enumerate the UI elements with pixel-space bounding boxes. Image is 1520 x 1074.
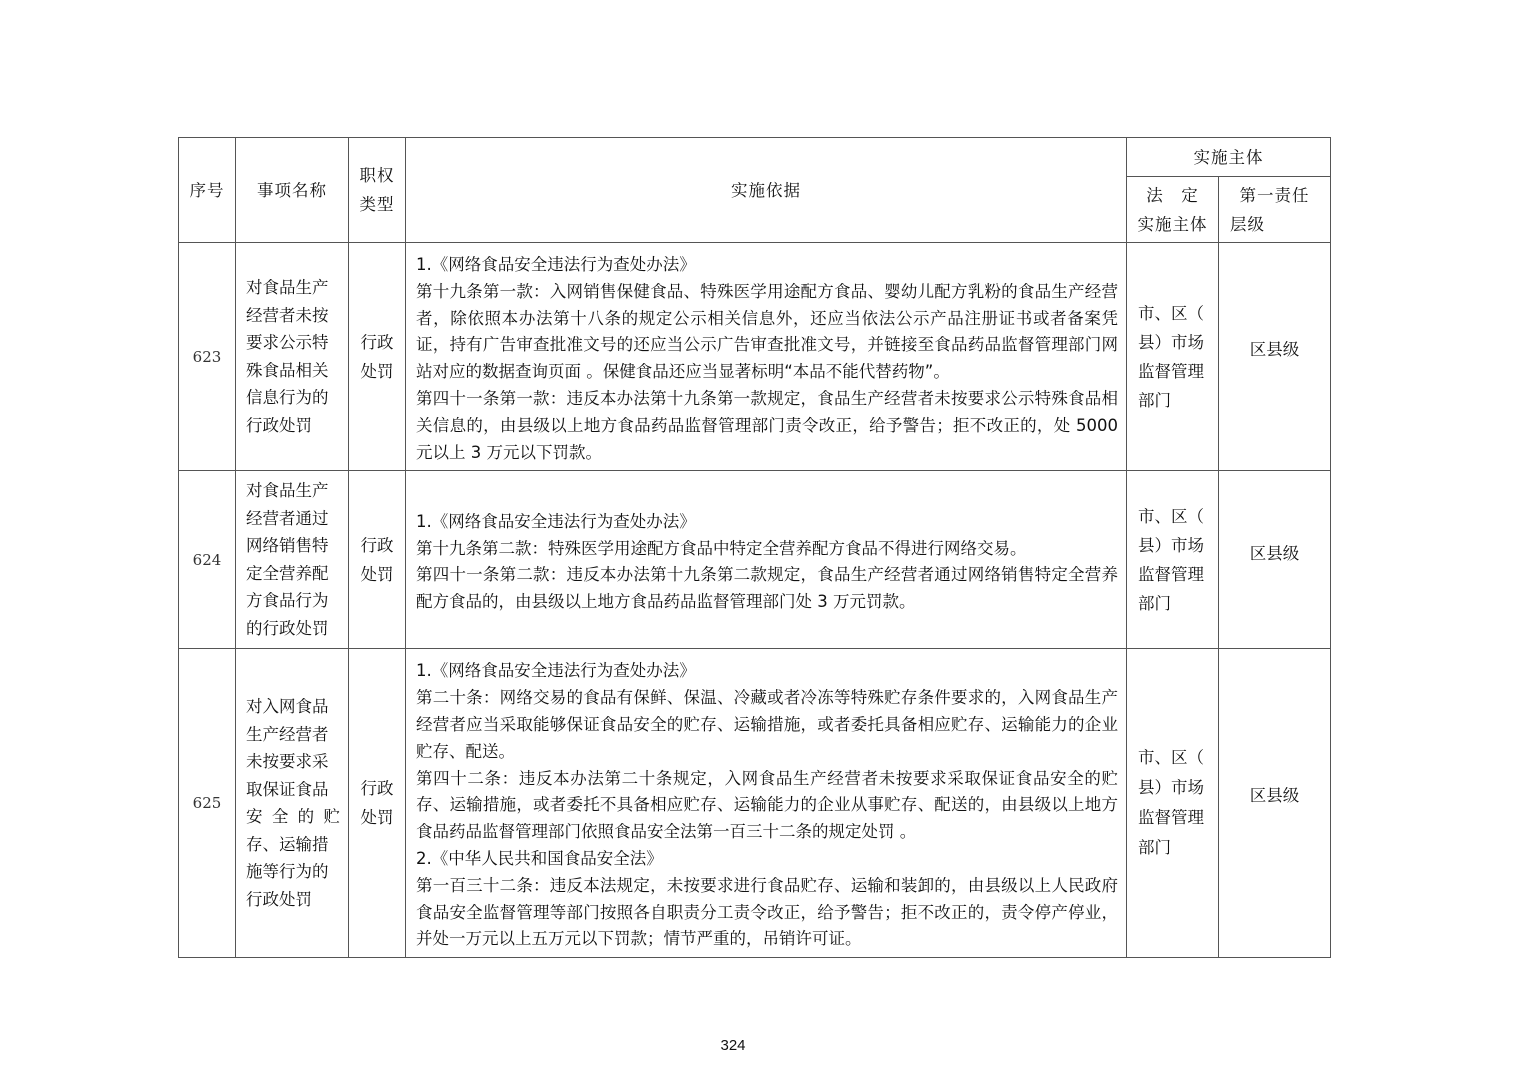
header-authority-type (349, 138, 406, 243)
row-seq: 625 (179, 649, 236, 958)
row-legal-entity (1127, 243, 1219, 471)
item-name-line: 方食品行为 (246, 591, 329, 611)
type-line: 行政 (360, 332, 394, 352)
row-item-name (236, 243, 349, 471)
entity-line: 部门 (1138, 838, 1171, 858)
header-authority-type-line: 职权 (359, 166, 395, 185)
item-name-line: 的行政处罚 (246, 618, 329, 638)
header-authority-type-line: 类型 (359, 195, 395, 214)
type-line: 处罚 (360, 808, 394, 828)
header-legal-entity-line: 实施主体 (1137, 214, 1208, 234)
basis-paragraph: 第十九条第一款：入网销售保健食品、特殊医学用途配方食品、婴幼儿配方乳粉的食品生产经营者，除依照本办法第十八条的规定公示相关信息外，还应当依法公示产品注册证书或者备案凭证，持有广告审查批准文号的还应当公示广告审查批准文号，并链接至食品药品监督管理部门网站对应的数据查询页面 。保健食品还应当显著标明“本品不能代替药物”。 (416, 281, 1118, 382)
row-responsibility-level (1219, 471, 1331, 649)
row-legal-entity (1127, 471, 1219, 649)
row-basis (406, 471, 1127, 649)
item-name-line: 信息行为的 (246, 388, 329, 408)
item-name-line: 行政处罚 (246, 415, 312, 435)
basis-paragraph: 第十九条第二款：特殊医学用途配方食品中特定全营养配方食品不得进行网络交易。 (416, 538, 1027, 558)
row-item-name (236, 649, 349, 958)
header-legal-entity-line: 法 定 (1146, 185, 1199, 205)
row-basis (406, 243, 1127, 471)
header-first-responsibility-level (1219, 177, 1331, 243)
item-name-line: 对食品生产 (246, 278, 329, 298)
row-authority-type (349, 649, 406, 958)
entity-line: 监督管理 (1138, 564, 1204, 584)
basis-paragraph: 第一百三十二条：违反本法规定，未按要求进行食品贮存、运输和装卸的，由县级以上人民政府食品安全监督管理等部门按照各自职责分工责令改正，给予警告；拒不改正的，责令停产停业，并处一万元以上五万元以下罚款；情节严重的，吊销许可证。 (416, 875, 1118, 949)
table-row (179, 471, 1331, 649)
entity-line: 市、区（ (1138, 748, 1204, 768)
row-basis (406, 649, 1127, 958)
table-row (179, 243, 1331, 471)
item-name-line: 殊食品相关 (246, 360, 329, 380)
item-name-line: 对入网食品 (246, 697, 329, 717)
entity-line: 市、区（ (1138, 506, 1204, 526)
level-text: 区县级 (1249, 339, 1300, 359)
header-seq: 序号 (179, 138, 236, 243)
basis-paragraph: 第四十一条第一款：违反本办法第十九条第一款规定，食品生产经营者未按要求公示特殊食品相关信息的，由县级以上地方食品药品监督管理部门责令改正，给予警告；拒不改正的，处 5000 元以上 3 万元以下罚款。 (416, 388, 1118, 462)
basis-paragraph: 第四十一条第二款：违反本办法第十九条第二款规定，食品生产经营者通过网络销售特定全营养配方食品的，由县级以上地方食品药品监督管理部门处 3 万元罚款。 (416, 565, 1118, 612)
entity-line: 市、区（ (1138, 303, 1204, 323)
row-authority-type (349, 471, 406, 649)
level-text: 区县级 (1249, 543, 1300, 563)
row-seq: 623 (179, 243, 236, 471)
item-name-line: 经营者未按 (246, 305, 329, 325)
basis-paragraph: 第二十条：网络交易的食品有保鲜、保温、冷藏或者冷冻等特殊贮存条件要求的，入网食品生产经营者应当采取能够保证食品安全的贮存、运输措施，或者委托具备相应贮存、运输能力的企业贮存、配送。 (416, 688, 1118, 761)
basis-paragraph: 第四十二条：违反本办法第二十条规定，入网食品生产经营者未按要求采取保证食品安全的贮存、运输措施，或者委托不具备相应贮存、运输能力的企业从事贮存、配送的，由县级以上地方食品药品监督管理部门依照食品安全法第一百三十二条的规定处罚 。 (416, 768, 1118, 842)
header-implementing-entity: 实施主体 (1127, 138, 1331, 177)
row-seq: 624 (179, 471, 236, 649)
entity-line: 县）市场 (1138, 535, 1204, 555)
basis-paragraph: 1.《网络食品安全违法行为查处办法》 (416, 255, 696, 274)
header-first-level-line: 层级 (1230, 214, 1265, 234)
entity-line: 县）市场 (1138, 332, 1204, 352)
row-authority-type (349, 243, 406, 471)
item-name-line: 经营者通过 (246, 508, 329, 528)
entity-line: 部门 (1138, 593, 1171, 613)
item-name-line: 取保证食品 (246, 779, 329, 799)
header-legal-entity (1127, 177, 1219, 243)
header-item-name: 事项名称 (236, 138, 349, 243)
item-name-line: 存、运输措 (246, 834, 329, 854)
item-name-line: 对食品生产 (246, 481, 329, 501)
item-name-line: 生产经营者 (246, 724, 329, 744)
enforcement-items-table (178, 137, 1331, 958)
header-first-level-line: 第一责任 (1239, 185, 1310, 205)
row-item-name (236, 471, 349, 649)
item-name-line: 施等行为的 (246, 862, 329, 882)
level-text: 区县级 (1249, 786, 1300, 806)
entity-line: 监督管理 (1138, 361, 1204, 381)
basis-paragraph: 1.《网络食品安全违法行为查处办法》 (416, 661, 696, 681)
type-line: 行政 (360, 779, 394, 799)
entity-line: 监督管理 (1138, 808, 1204, 828)
type-line: 行政 (360, 535, 394, 555)
item-name-line: 定全营养配 (246, 563, 329, 583)
item-name-line: 行政处罚 (246, 889, 312, 909)
row-responsibility-level (1219, 649, 1331, 958)
type-line: 处罚 (360, 564, 394, 584)
row-responsibility-level (1219, 243, 1331, 471)
entity-line: 部门 (1138, 390, 1171, 410)
item-name-line: 未按要求采 (246, 752, 329, 772)
type-line: 处罚 (360, 361, 394, 381)
header-basis: 实施依据 (406, 138, 1127, 243)
basis-paragraph: 1.《网络食品安全违法行为查处办法》 (416, 511, 696, 531)
item-name-line: 安 全 的 贮 (246, 807, 340, 827)
item-name-line: 要求公示特 (246, 333, 329, 353)
basis-paragraph: 2.《中华人民共和国食品安全法》 (416, 848, 663, 868)
table-row (179, 649, 1331, 958)
page-number: 324 (720, 1037, 746, 1054)
row-legal-entity (1127, 649, 1219, 958)
item-name-line: 网络销售特 (246, 536, 329, 556)
entity-line: 县）市场 (1138, 778, 1204, 798)
